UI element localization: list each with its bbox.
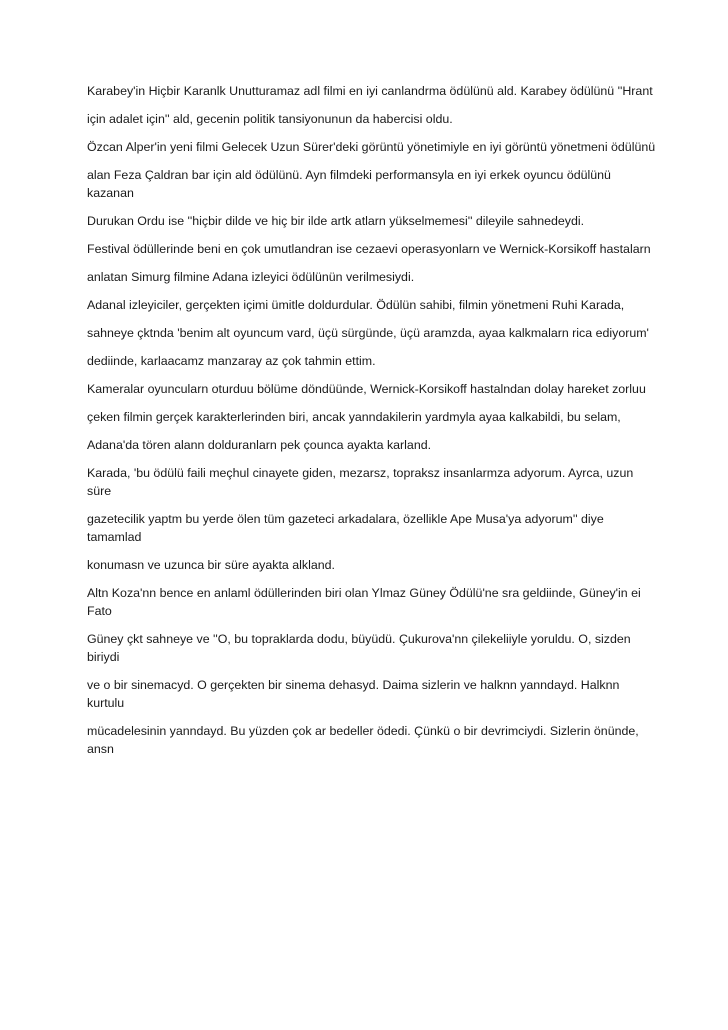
paragraph: mücadelesinin yanndayd. Bu yüzden çok ar bedeller ödedi. Çünkü o bir devrimciydi. Sizlerin önünde, ansn xyxy=(87,724,639,756)
paragraph: alan Feza Çaldran bar için ald ödülünü. Ayn filmdeki performansyla en iyi erkek oyuncu ödülünü kazanan xyxy=(87,168,611,200)
paragraph: Karada, 'bu ödülü faili meçhul cinayete giden, mezarsz, topraksz insanlarmza adyorum. Ayrca, uzun süre xyxy=(87,466,634,498)
paragraph: sahneye çktnda 'benim alt oyuncum vard, üçü sürgünde, üçü aramzda, ayaa kalkmalarn rica ediyorum' xyxy=(87,326,649,340)
paragraph: Altn Koza'nn bence en anlaml ödüllerinden biri olan Ylmaz Güney Ödülü'ne sra geldiinde, Güney'in ei Fato xyxy=(87,586,641,618)
paragraph: Adanal izleyiciler, gerçekten içimi ümitle doldurdular. Ödülün sahibi, filmin yönetmeni Ruhi Karada, xyxy=(87,298,625,312)
paragraph: Özcan Alper'in yeni filmi Gelecek Uzun Sürer'deki görüntü yönetimiyle en iyi görüntü yönetmeni ödülünü xyxy=(87,140,656,154)
paragraph: anlatan Simurg filmine Adana izleyici ödülünün verilmesiydi. xyxy=(87,270,415,284)
paragraph: Karabey'in Hiçbir Karanlk Unutturamaz adl filmi en iyi canlandrma ödülünü ald. Karabey ödülünü ''Hrant xyxy=(87,84,653,98)
paragraph: konumasn ve uzunca bir süre ayakta alkland. xyxy=(87,558,335,572)
paragraph: dediinde, karlaacamz manzaray az çok tahmin ettim. xyxy=(87,354,376,368)
paragraph: Adana'da tören alann dolduranlarn pek çounca ayakta karland. xyxy=(87,438,432,452)
paragraph: Durukan Ordu ise ''hiçbir dilde ve hiç bir ilde artk atlarn yükselmemesi'' dileyile sahnedeydi. xyxy=(87,214,585,228)
paragraph: Güney çkt sahneye ve ''O, bu topraklarda dodu, büyüdü. Çukurova'nn çilekeliiyle yoruldu. O, sizden biriydi xyxy=(87,632,631,664)
paragraph: için adalet için'' ald, gecenin politik tansiyonunun da habercisi oldu. xyxy=(87,112,453,126)
paragraph: gazetecilik yaptm bu yerde ölen tüm gazeteci arkadalara, özellikle Ape Musa'ya adyorum'' diye tamamlad xyxy=(87,512,604,544)
document-body xyxy=(87,82,657,768)
paragraph: çeken filmin gerçek karakterlerinden biri, ancak yanndakilerin yardmyla ayaa kalkabildi, bu selam, xyxy=(87,410,621,424)
paragraph: Kameralar oyuncularn oturduu bölüme döndüünde, Wernick-Korsikoff hastalndan dolay hareket zorluu xyxy=(87,382,646,396)
paragraph: ve o bir sinemacyd. O gerçekten bir sinema dehasyd. Daima sizlerin ve halknn yanndayd. Halknn kurtulu xyxy=(87,678,620,710)
paragraph: Festival ödüllerinde beni en çok umutlandran ise cezaevi operasyonlarn ve Wernick-Korsikoff hastalarn xyxy=(87,242,651,256)
